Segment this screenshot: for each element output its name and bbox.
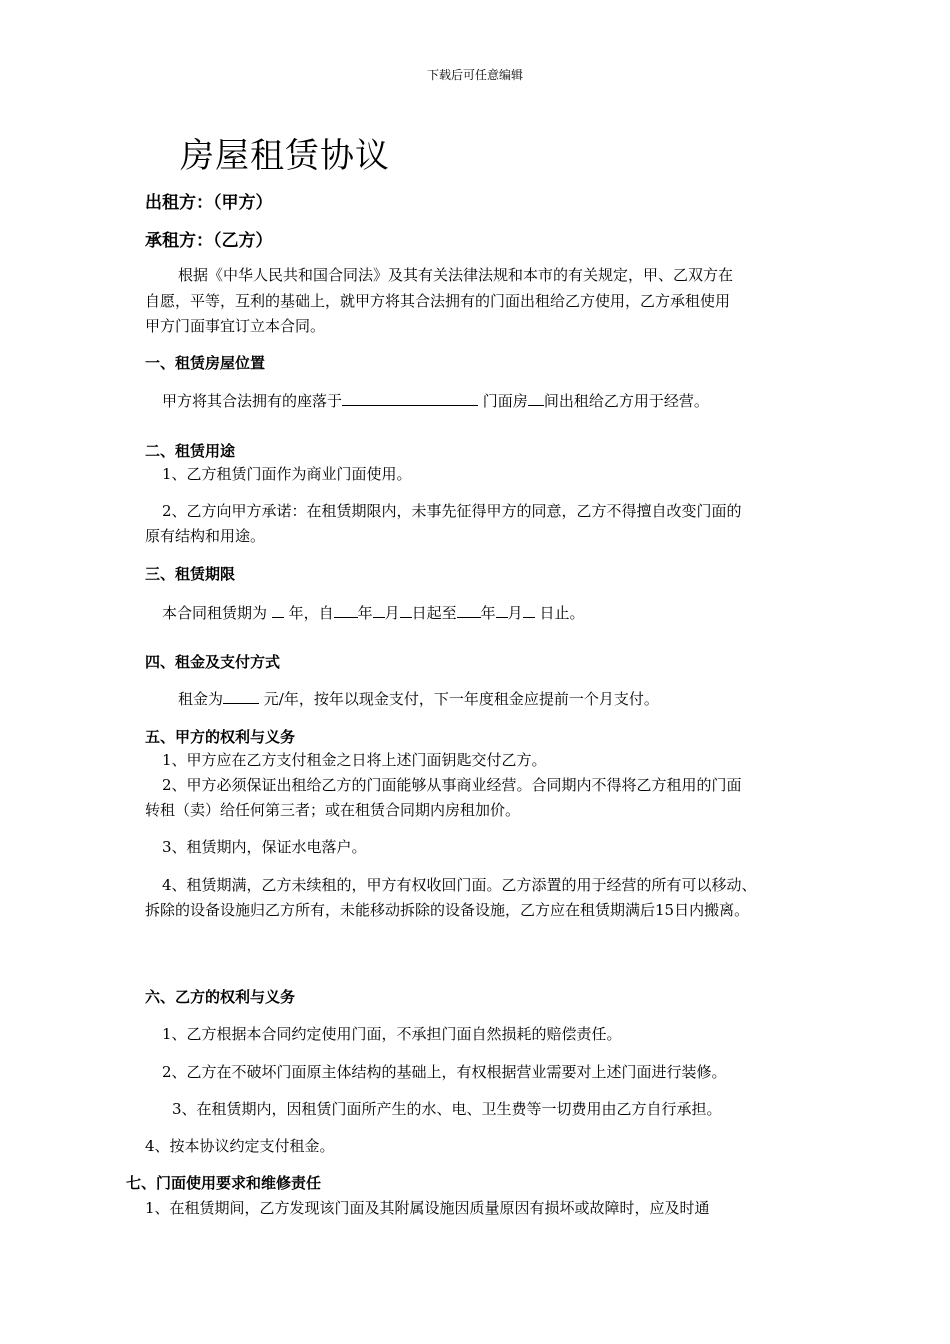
section-6-para-3: 3、在租赁期内，因租赁门面所产生的水、电、卫生费等一切费用由乙方自行承担。	[172, 1100, 722, 1118]
section-2-para-2-line-1: 2、乙方向甲方承诺：在租赁期限内，未事先征得甲方的同意，乙方不得擅自改变门面的	[162, 502, 742, 520]
section-6-heading: 六、乙方的权利与义务	[145, 988, 296, 1006]
section-5-para-4-line-2: 拆除的设备设施归乙方所有，未能移动拆除的设备设施，乙方应在租赁期满后15日内搬离。	[145, 901, 750, 919]
preamble-line-2: 自愿，平等，互利的基础上，就甲方将其合法拥有的门面出租给乙方使用，乙方承租使用	[145, 292, 731, 310]
section-6-para-2: 2、乙方在不破坏门面原主体结构的基础上，有权根据营业需要对上述门面进行装修。	[162, 1063, 727, 1081]
section-4-para: 租金为 元/年，按年以现金支付，下一年度租金应提前一个月支付。	[178, 690, 659, 708]
section-5-heading: 五、甲方的权利与义务	[145, 728, 296, 746]
section-3-para: 本合同租赁期为 年，自 年 月 日起至 年 月 日止。	[162, 604, 585, 622]
blank-start-day[interactable]	[400, 602, 412, 618]
section-5-para-2-line-1: 2、甲方必须保证出租给乙方的门面能够从事商业经营。合同期内不得将乙方租用的门面	[162, 776, 742, 794]
page-header: 下载后可任意编辑	[426, 68, 523, 82]
blank-end-month[interactable]	[496, 602, 508, 618]
section-5-para-2-line-2: 转租（卖）给任何第三者；或在租赁合同期内房租加价。	[145, 801, 521, 819]
section-3-heading: 三、租赁期限	[145, 565, 236, 583]
section-2-heading: 二、租赁用途	[145, 442, 236, 460]
section-5-para-1: 1、甲方应在乙方支付租金之日将上述门面钥匙交付乙方。	[162, 751, 547, 769]
lessor-line: 出租方：（甲方）	[145, 193, 273, 213]
blank-years[interactable]	[272, 602, 284, 618]
document-title: 房屋租赁协议	[180, 136, 390, 176]
section-1-para: 甲方将其合法拥有的座落于 门面房 间出租给乙方用于经营。	[162, 392, 709, 410]
blank-end-year[interactable]	[457, 602, 481, 618]
section-1-heading: 一、租赁房屋位置	[145, 354, 266, 372]
blank-location[interactable]	[342, 390, 478, 406]
lessee-line: 承租方：（乙方）	[145, 231, 273, 251]
section-2-para-1: 1、乙方租赁门面作为商业门面使用。	[162, 465, 412, 483]
blank-start-month[interactable]	[373, 602, 385, 618]
section-7-para-1: 1、在租赁期间，乙方发现该门面及其附属设施因质量原因有损坏或故障时，应及时通	[145, 1199, 710, 1217]
section-5-para-3: 3、租赁期内，保证水电落户。	[162, 838, 367, 856]
blank-rent-amount[interactable]	[223, 688, 259, 704]
section-2-para-2-line-2: 原有结构和用途。	[145, 527, 266, 545]
section-5-para-4-line-1: 4、租赁期满，乙方未续租的，甲方有权收回门面。乙方添置的用于经营的所有可以移动、	[162, 876, 757, 894]
blank-room-count[interactable]	[528, 390, 544, 406]
blank-end-day[interactable]	[523, 602, 535, 618]
section-4-heading: 四、租金及支付方式	[145, 653, 281, 671]
section-6-para-1: 1、乙方根据本合同约定使用门面，不承担门面自然损耗的赔偿责任。	[162, 1025, 622, 1043]
section-7-heading: 七、门面使用要求和维修责任	[126, 1174, 322, 1192]
preamble-line-3: 甲方门面事宜订立本合同。	[145, 317, 326, 335]
preamble-line-1: 根据《中华人民共和国合同法》及其有关法律法规和本市的有关规定，甲、乙双方在	[178, 266, 734, 284]
blank-start-year[interactable]	[334, 602, 358, 618]
section-6-para-4: 4、按本协议约定支付租金。	[145, 1137, 335, 1155]
